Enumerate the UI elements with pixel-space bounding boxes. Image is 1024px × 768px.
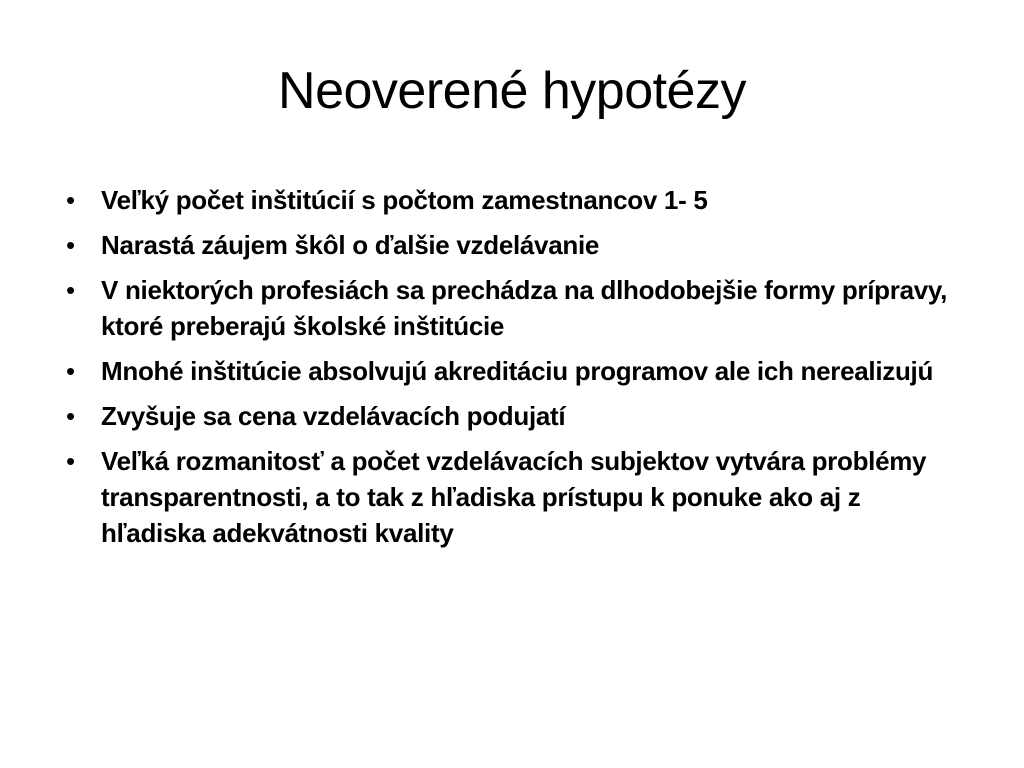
bullet-item <box>66 182 966 218</box>
bullet-item <box>66 353 966 389</box>
bullet-text: Mnohé inštitúcie absolvujú akreditáciu programov ale ich nerealizujú <box>101 356 934 386</box>
bullet-item <box>66 272 966 344</box>
bullet-icon: • <box>66 401 75 431</box>
bullet-icon: • <box>66 446 75 476</box>
bullet-item <box>66 227 966 263</box>
bullet-text: Narastá záujem škôl o ďalšie vzdelávanie <box>101 230 600 260</box>
bullet-icon: • <box>66 275 75 305</box>
bullet-icon: • <box>66 356 75 386</box>
bullet-text: Veľký počet inštitúcií s počtom zamestnancov 1- 5 <box>101 185 708 215</box>
bullet-list <box>66 182 966 560</box>
bullet-icon: • <box>66 185 75 215</box>
bullet-text: V niektorých profesiách sa prechádza na dlhodobejšie formy prípravy, ktoré preberajú školské inštitúcie <box>101 275 948 341</box>
slide-title: Neoverené hypotézy <box>278 62 746 120</box>
bullet-item <box>66 398 966 434</box>
bullet-icon: • <box>66 230 75 260</box>
bullet-text: Zvyšuje sa cena vzdelávacích podujatí <box>101 401 566 431</box>
bullet-item <box>66 443 966 551</box>
bullet-text: Veľká rozmanitosť a počet vzdelávacích subjektov vytvára problémy transparentnosti, a to tak z hľadiska prístupu k ponuke ako aj z hľadiska adekvátnosti kvality <box>101 446 927 548</box>
